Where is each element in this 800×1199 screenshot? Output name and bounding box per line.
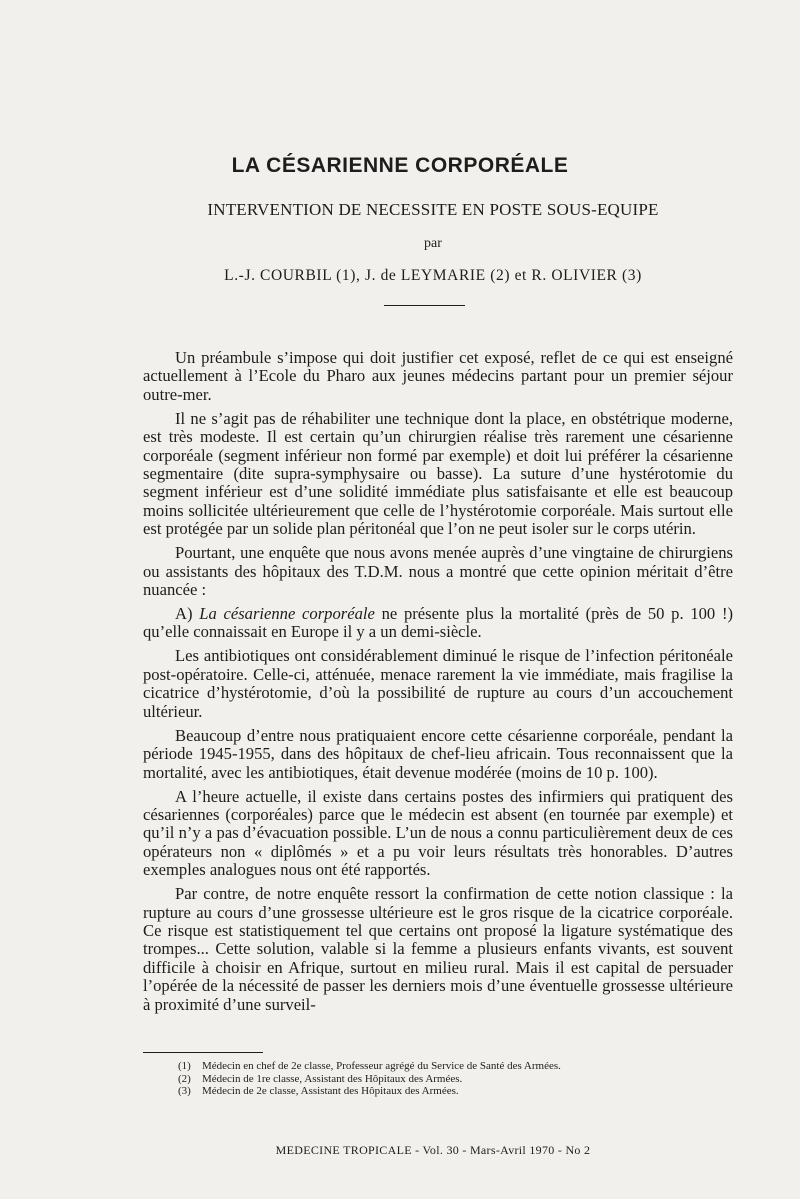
title-divider (384, 305, 465, 306)
footnote-divider (143, 1052, 263, 1053)
footnotes (178, 1060, 698, 1098)
paragraph-4-prefix: A) (175, 604, 200, 624)
footnote-2-number: (2) (178, 1072, 191, 1085)
article-title: LA CÉSARIENNE CORPORÉALE (231, 154, 569, 177)
article-body (143, 349, 733, 1020)
journal-running-footer: MEDECINE TROPICALE - Vol. 30 - Mars-Avril 1970 - No 2 (275, 1143, 591, 1157)
footnote-2 (178, 1073, 698, 1086)
author-list: L.-J. COURBIL (1), J. de LEYMARIE (2) et R. OLIVIER (3) (224, 267, 642, 284)
by-line-word: par (424, 236, 442, 251)
footnote-3-text: Médecin de 2e classe, Assistant des Hôpitaux des Armées. (202, 1085, 459, 1098)
paragraph-4-italic-term: La césarienne corporéale (199, 604, 375, 624)
paragraph-8: Par contre, de notre enquête ressort la confirmation de cette notion classique : la rupture au cours d’une grossesse ultérieure est le gros risque de la cicatrice corporéale. Ce risque est statistiquement tel que certains ont proposé la ligature systématique des trompes... Cette solution, valable si la femme a plusieurs enfants vivants, est souvent difficile à choisir en Afrique, surtout en milieu rural. Mais il est capital de persuader l’opérée de la nécessité de passer les derniers mois d’une éventuelle grossesse ultérieure à proximité d’une surveil- (143, 884, 733, 1014)
paragraph-4-rest: ne présente plus la mortalité (près de 50 p. 100 !) qu’elle connaissait en Europe il y a un demi-siècle. (143, 604, 733, 642)
paragraph-1: Un préambule s’impose qui doit justifier cet exposé, reflet de ce qui est enseigné actuellement à l’Ecole du Pharo aux jeunes médecins partant pour un premier séjour outre-mer. (143, 348, 733, 404)
paragraph-2: Il ne s’agit pas de réhabiliter une technique dont la place, en obstétrique moderne, est très modeste. Il est certain qu’un chirurgien réalise très rarement une césarienne corporéale (segment inférieur non formé par exemple) et doit lui préférer la césarienne segmentaire (dite supra-symphysaire ou basse). La suture d’une hystérotomie du segment inférieur est d’une solidité immédiate plus satisfaisante et elle est beaucoup moins sollicitée ultérieurement que celle de l’hystérotomie corporéale. Mais surtout elle est protégée par un solide plan péritonéal que l’on ne peut isoler sur le corps utérin. (143, 408, 733, 539)
footnote-3 (178, 1085, 698, 1098)
paragraph-4 (143, 605, 733, 642)
paragraph-7: A l’heure actuelle, il existe dans certains postes des infirmiers qui pratiquent des césariennes (corporéales) parce que le médecin est absent (en tournée par exemple) et qu’il n’y a pas d’évacuation possible. L’un de nous a connu particulièrement deux de ces opérateurs non « diplômés » et a pu voir leurs résultats très honorables. D’autres exemples analogues nous ont été rapportés. (143, 786, 733, 880)
footnote-3-number: (3) (178, 1085, 191, 1098)
paragraph-5: Les antibiotiques ont considérablement diminué le risque de l’infection péritonéale post-opératoire. Celle-ci, atténuée, menace rarement la vie immédiate, mais fragilise la cicatrice d’hystérotomie, d’où la possibilité de rupture au cours d’un accouchement ultérieur. (143, 646, 733, 721)
paragraph-3: Pourtant, une enquête que nous avons menée auprès d’une vingtaine de chirurgiens ou assistants des hôpitaux des T.D.M. nous a montré que cette opinion méritait d’être nuancée : (143, 543, 733, 600)
footnote-1-text: Médecin en chef de 2e classe, Professeur agrégé du Service de Santé des Armées. (202, 1060, 561, 1072)
footnote-1 (178, 1060, 698, 1073)
footnote-1-number: (1) (178, 1060, 191, 1072)
paragraph-6: Beaucoup d’entre nous pratiquaient encore cette césarienne corporéale, pendant la période 1945-1955, dans des hôpitaux de chef-lieu africain. Tous reconnaissent que la mortalité, avec les antibiotiques, était devenue modérée (moins de 10 p. 100). (143, 725, 733, 782)
article-subtitle: INTERVENTION DE NECESSITE EN POSTE SOUS-EQUIPE (207, 200, 659, 219)
footnote-2-text: Médecin de 1re classe, Assistant des Hôpitaux des Armées. (202, 1072, 463, 1085)
